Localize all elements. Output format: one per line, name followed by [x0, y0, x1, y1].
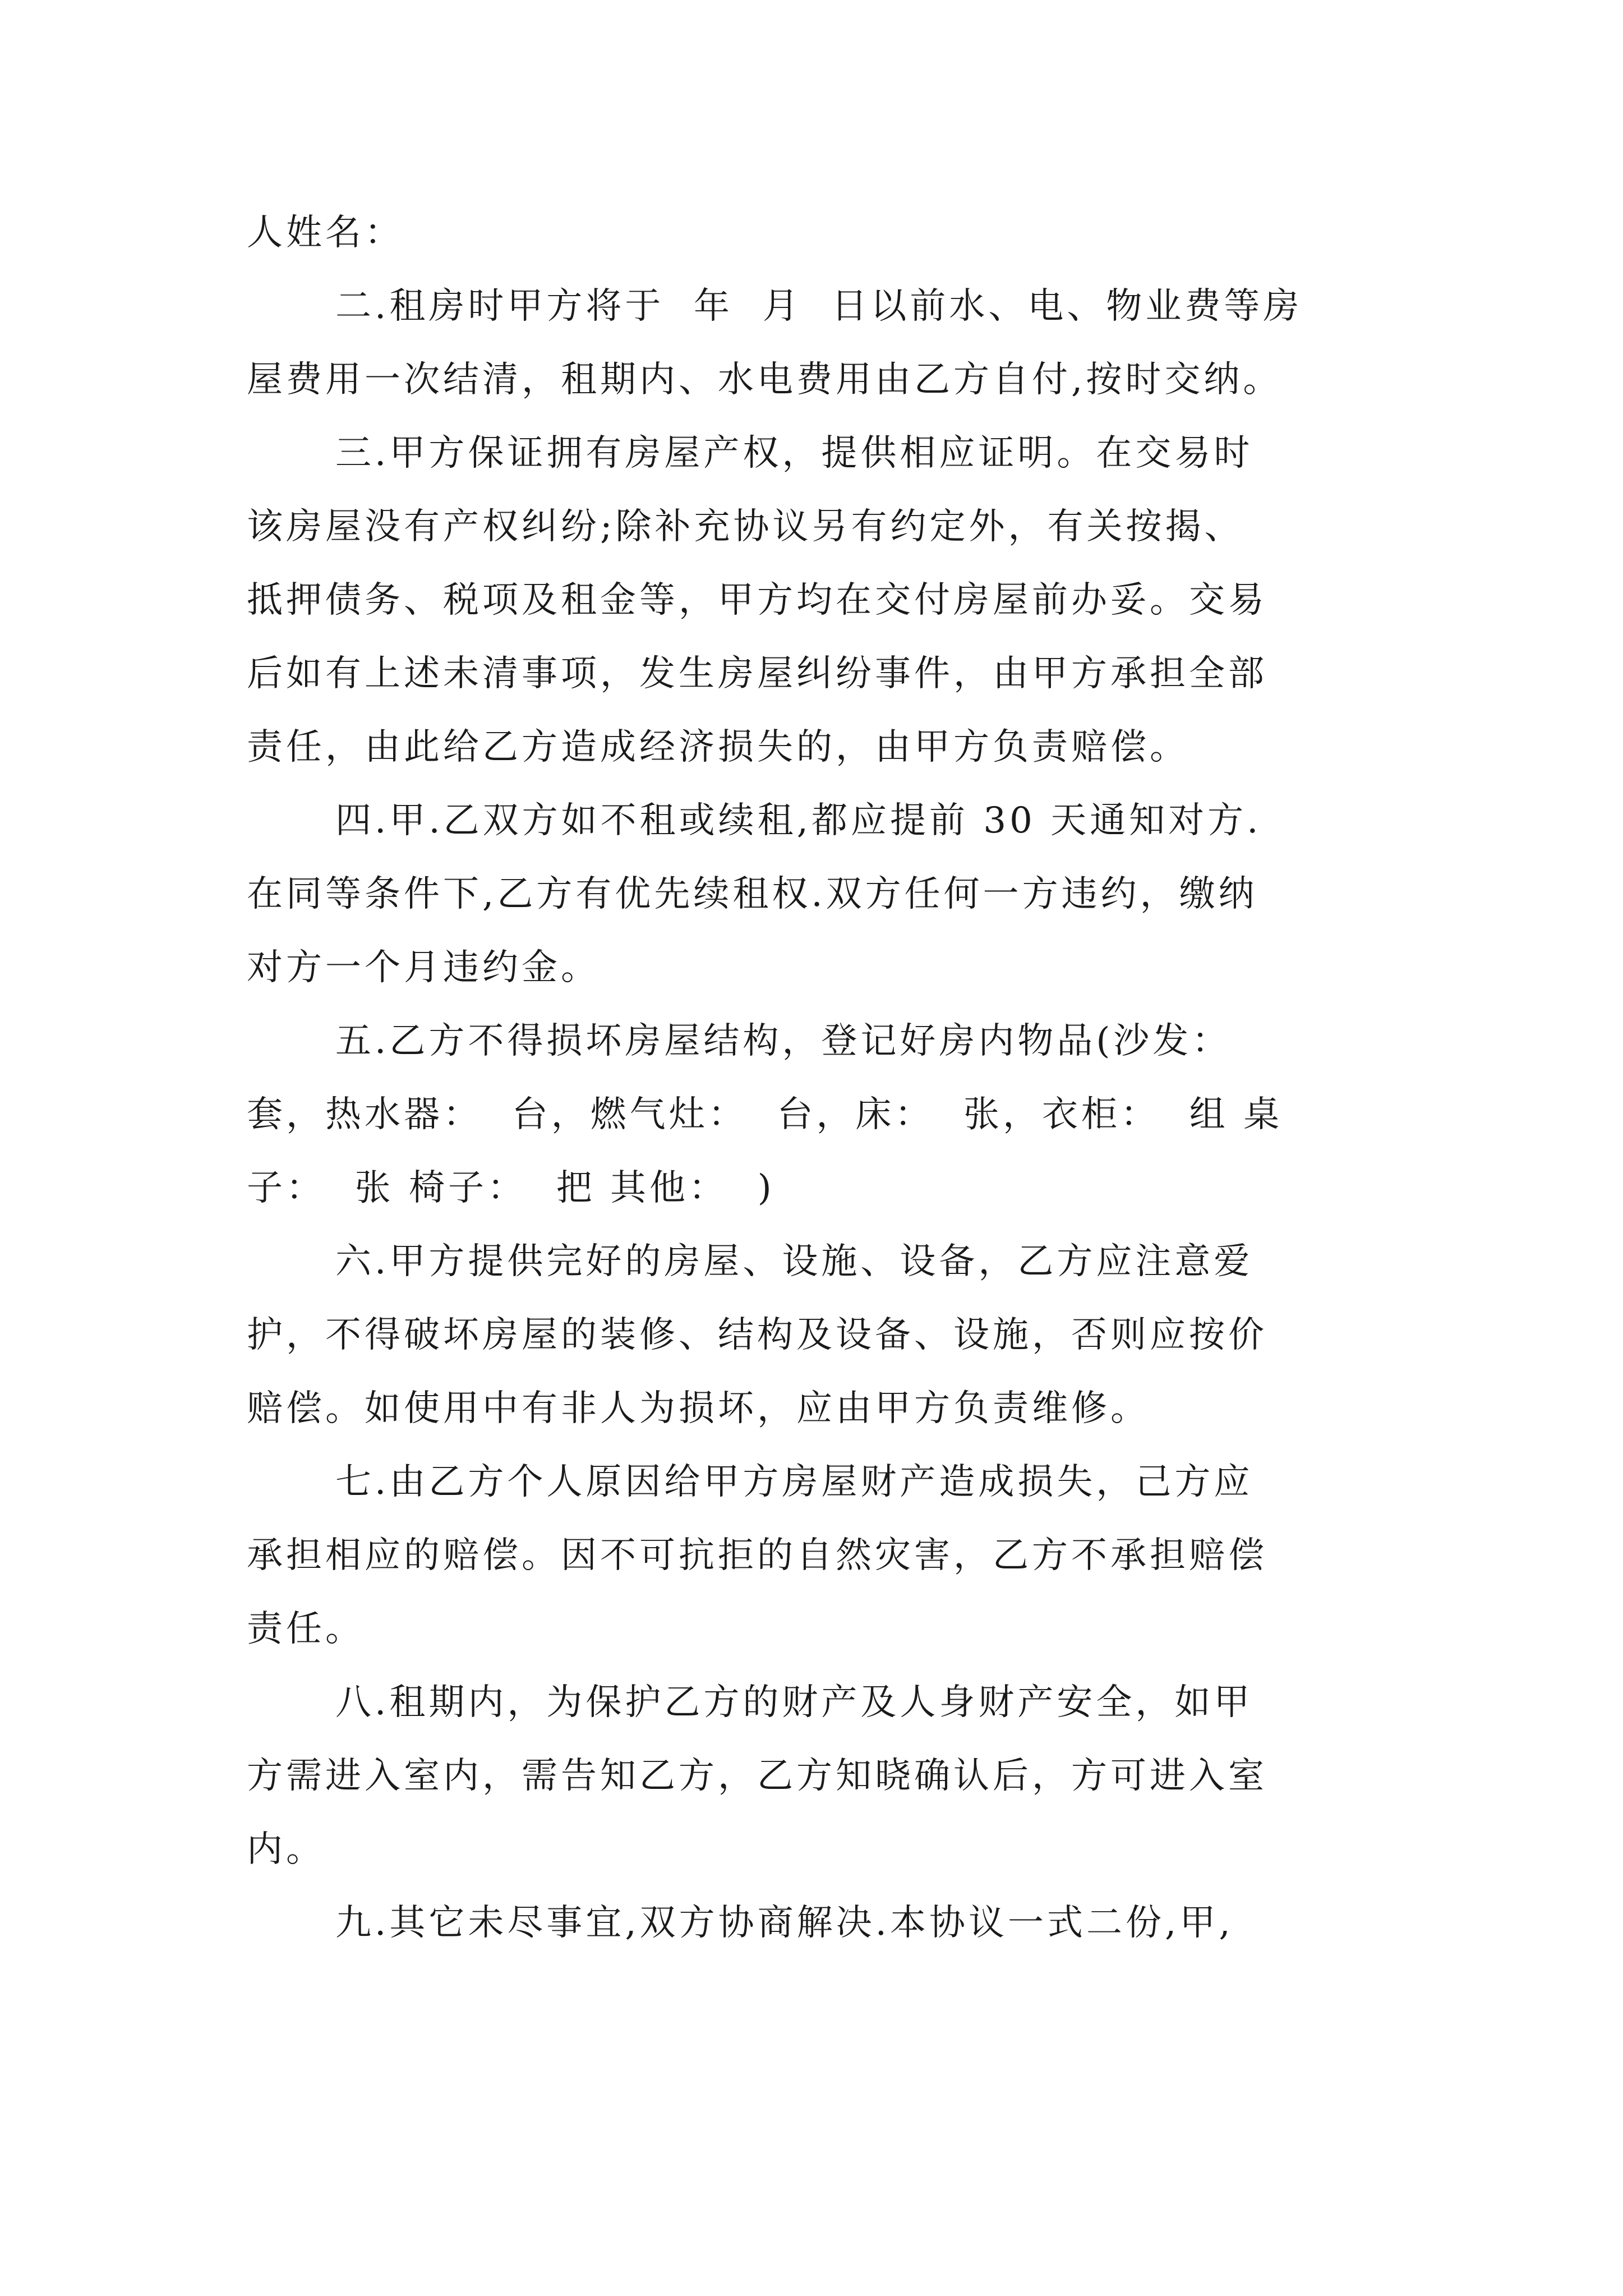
- text-line: 在同等条件下,乙方有优先续租权.双方任何一方违约，缴纳: [247, 873, 1258, 915]
- text-line: 对方一个月违约金。: [247, 947, 600, 988]
- paragraph-clause-6: [247, 1225, 1391, 1446]
- text-line: 责任。: [247, 1608, 365, 1650]
- text-line: 套，热水器： 台，燃气灶： 台，床： 张，衣柜： 组 桌: [247, 1094, 1283, 1135]
- text-line: 五.乙方不得损坏房屋结构，登记好房内物品(沙发：: [335, 1020, 1232, 1062]
- text-line: 人姓名：: [247, 212, 404, 254]
- paragraph-clause-7: [247, 1446, 1391, 1666]
- text-line: 护，不得破坏房屋的装修、结构及设备、设施，否则应按价: [247, 1314, 1267, 1356]
- paragraph-clause-3: [247, 417, 1391, 784]
- paragraph-clause-2: [247, 270, 1391, 417]
- text-line: 抵押债务、税项及租金等，甲方均在交付房屋前办妥。交易: [247, 579, 1267, 621]
- text-line: 子： 张 椅子： 把 其他： ): [247, 1167, 775, 1209]
- paragraph-clause-8: [247, 1666, 1391, 1887]
- paragraph-clause-5: [247, 1005, 1391, 1225]
- text-line: 七.由乙方个人原因给甲方房屋财产造成损失，己方应: [335, 1461, 1253, 1503]
- paragraph-clause-4: [247, 784, 1391, 1005]
- text-line: 三.甲方保证拥有房屋产权，提供相应证明。在交易时: [335, 432, 1253, 474]
- text-line: 屋费用一次结清，租期内、水电费用由乙方自付,按时交纳。: [247, 359, 1283, 401]
- text-line: 赔偿。如使用中有非人为损坏，应由甲方负责维修。: [247, 1388, 1150, 1429]
- text-line: 八.租期内，为保护乙方的财产及人身财产安全，如甲: [335, 1682, 1253, 1723]
- paragraph-clause-9: [247, 1887, 1391, 1960]
- text-line: 二.租房时甲方将于 年 月 日以前水、电、物业费等房: [335, 286, 1303, 327]
- document-body: [247, 196, 1391, 1960]
- text-line: 九.其它未尽事宜,双方协商解决.本协议一式二份,甲,: [335, 1902, 1234, 1944]
- text-line: 责任，由此给乙方造成经济损失的，由甲方负责赔偿。: [247, 726, 1189, 768]
- text-line: 六.甲方提供完好的房屋、设施、设备，乙方应注意爱: [335, 1241, 1253, 1282]
- text-line: 承担相应的赔偿。因不可抗拒的自然灾害，乙方不承担赔偿: [247, 1535, 1267, 1576]
- text-line: 四.甲.乙双方如不租或续租,都应提前 30 天通知对方.: [335, 800, 1262, 841]
- paragraph-lessor-name: [247, 196, 1391, 270]
- text-line: 方需进入室内，需告知乙方，乙方知晓确认后，方可进入室: [247, 1755, 1267, 1797]
- text-line: 后如有上述未清事项，发生房屋纠纷事件，由甲方承担全部: [247, 653, 1267, 694]
- text-line: 该房屋没有产权纠纷;除补充协议另有约定外，有关按揭、: [247, 506, 1244, 547]
- text-line: 内。: [247, 1829, 325, 1870]
